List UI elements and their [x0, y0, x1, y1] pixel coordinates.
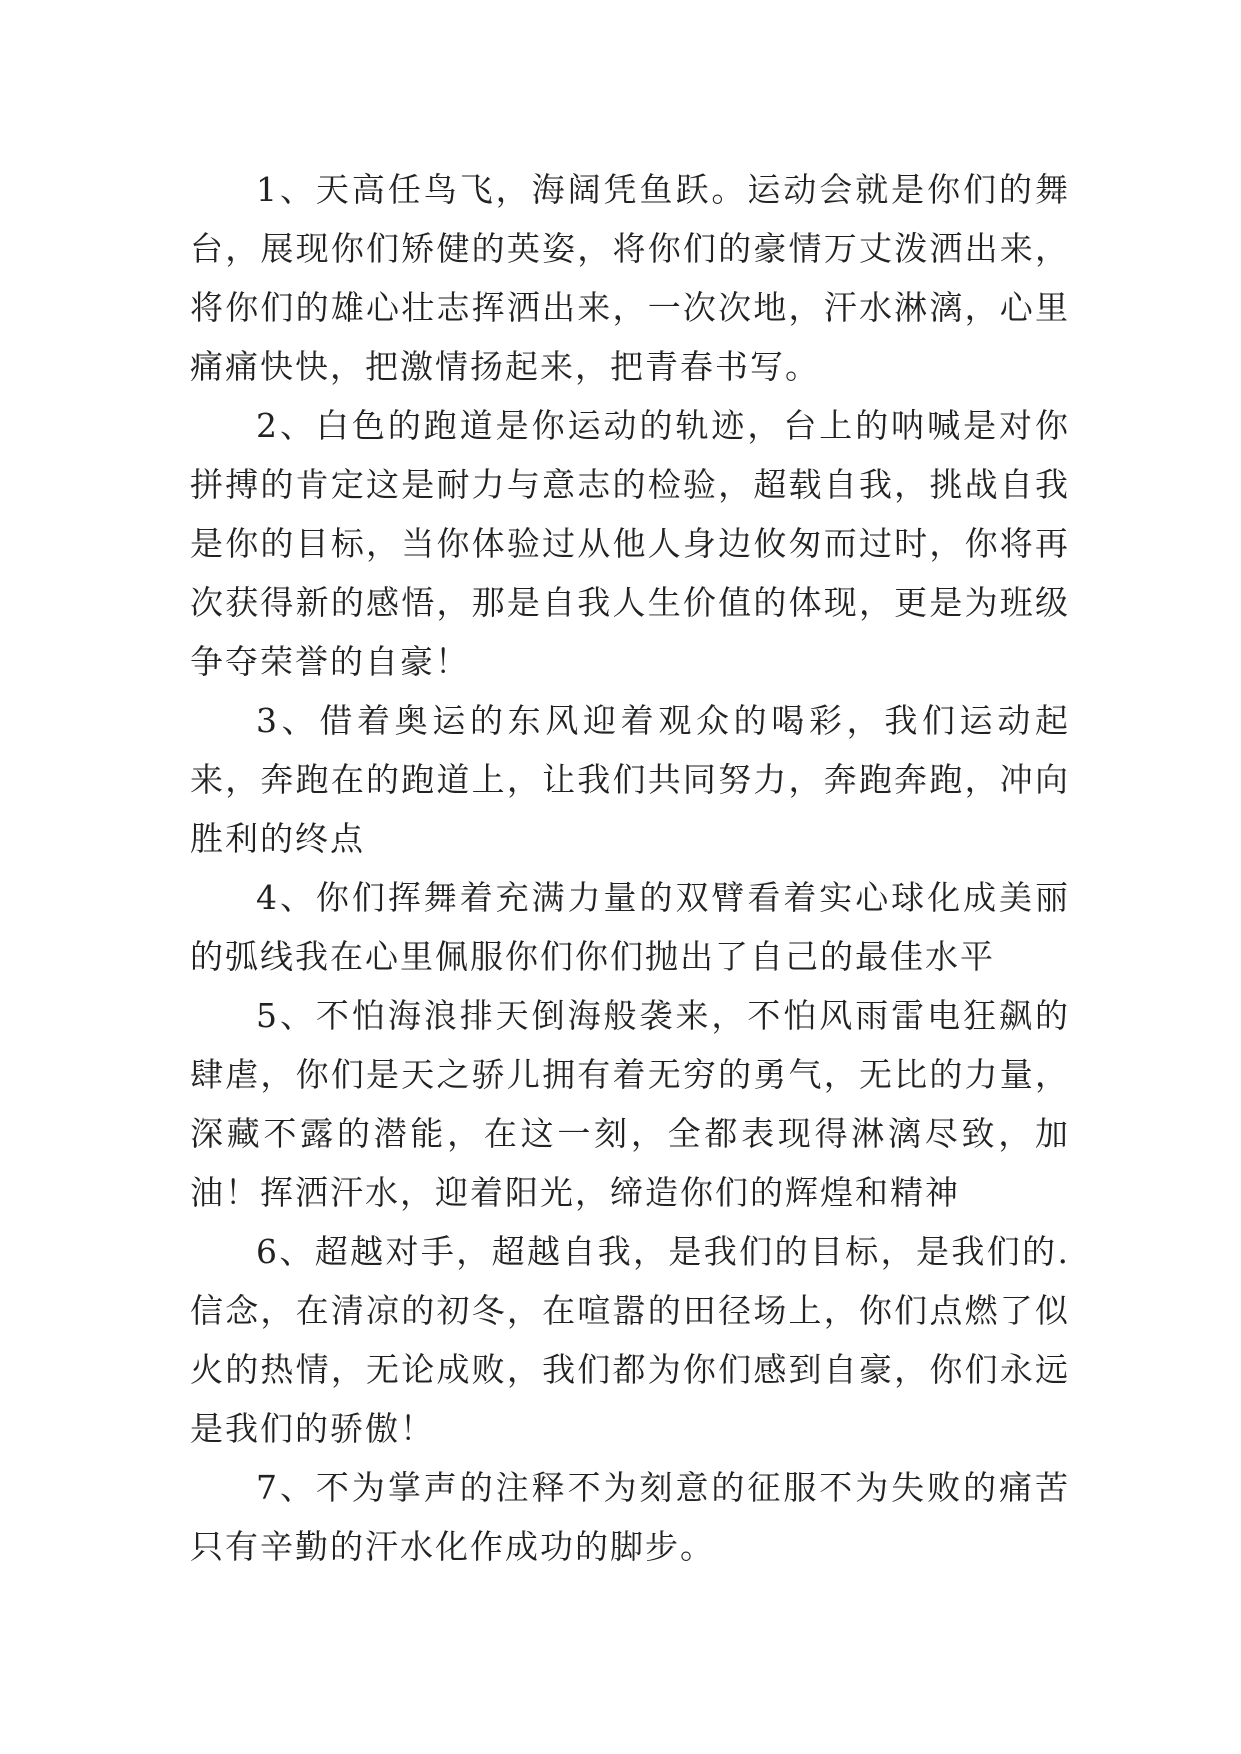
paragraph-6: 6、超越对手，超越自我，是我们的目标，是我们的.信念，在清凉的初冬，在喧嚣的田径场上，你们点燃了似火的热情，无论成败，我们都为你们感到自豪，你们永远是我们的骄傲！	[190, 1232, 1070, 1448]
paragraph-5: 5、不怕海浪排天倒海般袭来，不怕风雨雷电狂飙的肆虐，你们是天之骄儿拥有着无穷的勇气，无比的力量，深藏不露的潜能，在这一刻，全都表现得淋漓尽致，加油！挥洒汗水，迎着阳光，缔造你们的辉煌和精神	[190, 996, 1070, 1212]
paragraph-3: 3、借着奥运的东风迎着观众的喝彩，我们运动起来，奔跑在的跑道上，让我们共同努力，奔跑奔跑，冲向胜利的终点	[190, 701, 1070, 858]
paragraph-4: 4、你们挥舞着充满力量的双臂看着实心球化成美丽的弧线我在心里佩服你们你们抛出了自己的最佳水平	[190, 878, 1070, 976]
paragraph-1: 1、天高任鸟飞，海阔凭鱼跃。运动会就是你们的舞台，展现你们矫健的英姿，将你们的豪情万丈泼洒出来，将你们的雄心壮志挥洒出来，一次次地，汗水淋漓，心里痛痛快快，把激情扬起来，把青春书写。	[190, 170, 1070, 386]
paragraph-2: 2、白色的跑道是你运动的轨迹，台上的呐喊是对你拼搏的肯定这是耐力与意志的检验，超载自我，挑战自我是你的目标，当你体验过从他人身边攸匆而过时，你将再次获得新的感悟，那是自我人生价值的体现，更是为班级争夺荣誉的自豪！	[190, 406, 1070, 681]
paragraph-7: 7、不为掌声的注释不为刻意的征服不为失败的痛苦只有辛勤的汗水化作成功的脚步。	[190, 1468, 1070, 1566]
document-body	[190, 160, 1070, 1576]
